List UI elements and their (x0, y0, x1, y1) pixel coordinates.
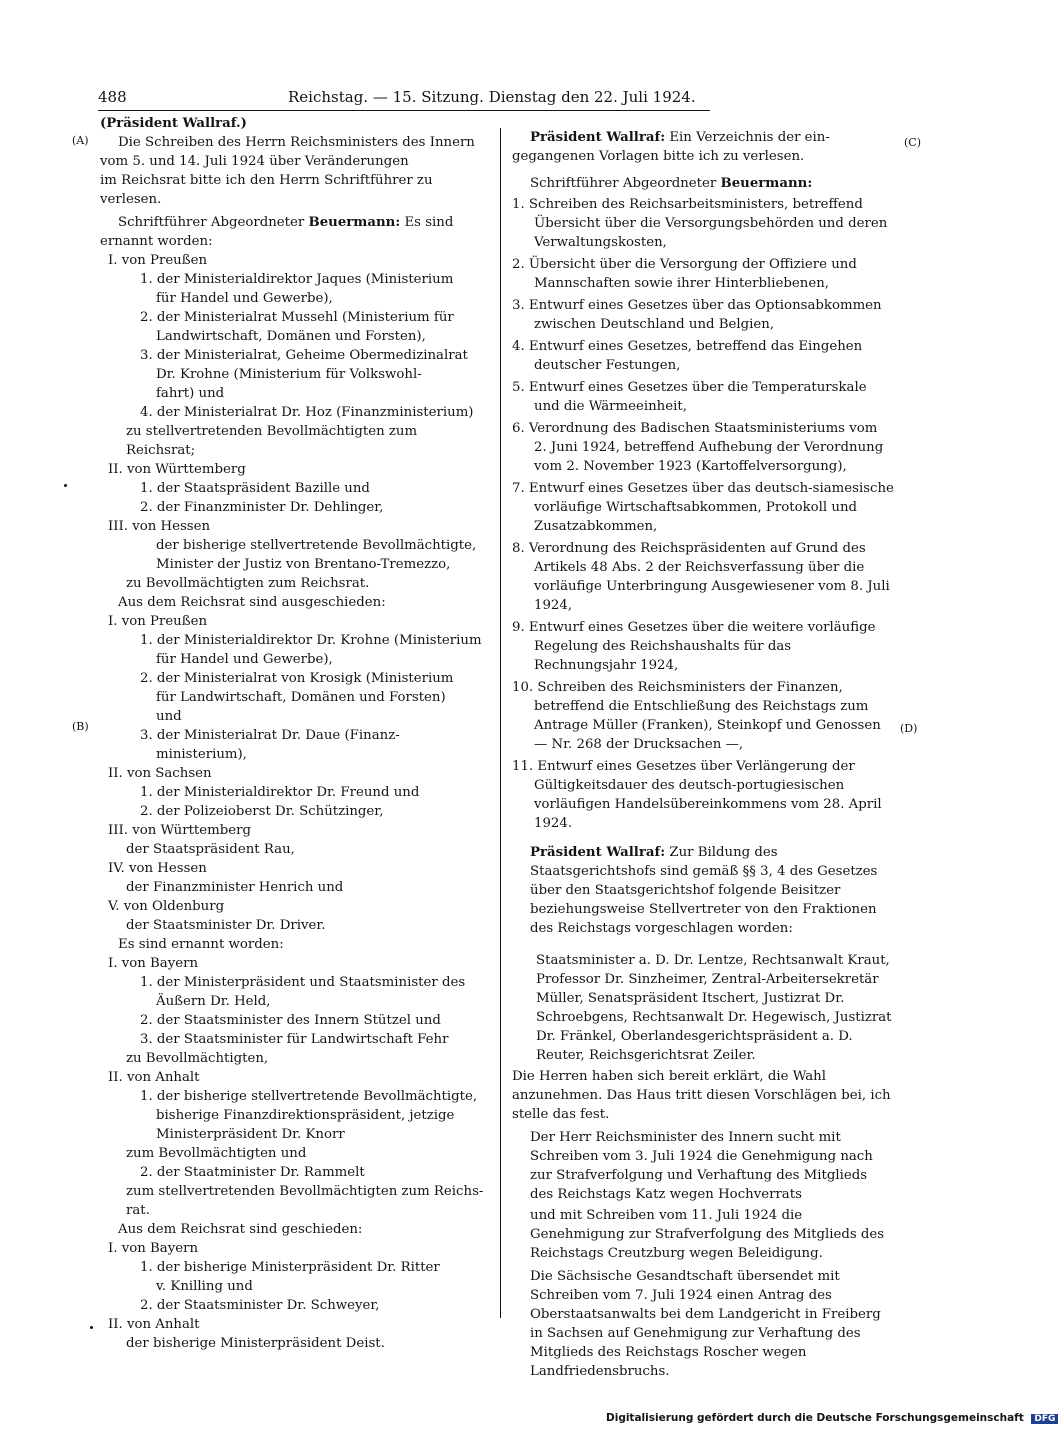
footer-text: Digitalisierung gefördert durch die Deutsche Forschungsgemeinschaft (606, 1412, 1024, 1424)
list-line: Landwirtschaft, Domänen und Forsten), (156, 329, 426, 344)
speaker-text: Ein Verzeichnis der ein- (669, 130, 830, 145)
list-line: 3. der Ministerialrat, Geheime Obermedizinalrat (140, 348, 468, 363)
intro-line: vom 5. und 14. Juli 1924 über Veränderungen (100, 154, 409, 169)
list-line: II. von Sachsen (108, 766, 212, 781)
intro-line: Die Schreiben des Herrn Reichsministers des Innern (118, 135, 475, 150)
speaker-line (100, 213, 490, 232)
list-line: fahrt) und (156, 386, 225, 401)
list-line: 1. der bisherige stellvertretende Bevollmächtigte, (140, 1089, 478, 1104)
list-line: der Staatspräsident Rau, (126, 842, 295, 857)
list-line: zu Bevollmächtigten, (126, 1051, 269, 1066)
list-line: zu stellvertretenden Bevollmächtigten zum Reichsrat; (126, 424, 418, 458)
margin-mark-d: (D) (900, 722, 918, 735)
list-item: 5. Entwurf eines Gesetzes über die Temperaturskale und die Wärmeeinheit, (512, 380, 867, 414)
list-line: 2. der Staatminister Dr. Rammelt (140, 1165, 365, 1180)
speaker-name: Präsident Wallraf: (530, 845, 666, 860)
margin-mark-b: (B) (72, 720, 89, 733)
list-line: der bisherige Ministerpräsident Deist. (126, 1336, 385, 1351)
list-item: 7. Entwurf eines Gesetzes über das deutsch-siamesische vorläufige Wirtschaftsabkommen, Protokoll und Zusatzabkommen, (512, 481, 894, 534)
list-line: v. Knilling und (156, 1279, 253, 1294)
list-line: der bisherige stellvertretende Bevollmächtigte, (156, 538, 477, 553)
list-line: rat. (126, 1203, 150, 1218)
list-line: 1. der bisherige Ministerpräsident Dr. Ritter (140, 1260, 440, 1275)
list-line: zu Bevollmächtigten zum Reichsrat. (126, 576, 370, 591)
list-line: Dr. Krohne (Ministerium für Volkswohl- (156, 367, 422, 382)
paragraph: und mit Schreiben vom 11. Juli 1924 die Genehmigung zur Strafverfolgung des Mitglieds des Reichstags Creutzburg wegen Beleidigung. (530, 1208, 885, 1262)
list-line: 2. der Staatsminister Dr. Schweyer, (140, 1298, 380, 1313)
list-item: 10. Schreiben des Reichsministers der Finanzen, betreffend die Entschließung des Reichstags zum Antrage Müller (Franken), Steinkopf und Genossen — Nr. 268 der Drucksachen —, (512, 680, 881, 752)
list-line: 1. der Ministerialdirektor Jaques (Ministerium (140, 272, 454, 287)
dfg-logo: DFG (1031, 1414, 1058, 1424)
list-item: 8. Verordnung des Reichspräsidenten auf Grund des Artikels 48 Abs. 2 der Reichsverfassung über die vorläufige Unterbringung Ausgewiesener vom 8. Juli 1924, (512, 541, 890, 613)
list-line: V. von Oldenburg (108, 899, 225, 914)
list-item: 4. Entwurf eines Gesetzes, betreffend das Eingehen deutscher Festungen, (512, 339, 863, 373)
paragraph: Die Herren haben sich bereit erklärt, die Wahl anzunehmen. Das Haus tritt diesen Vorschlägen bei, ich stelle das fest. (512, 1069, 891, 1123)
list-line: und (156, 709, 182, 724)
speaker-name: Präsident Wallraf: (530, 130, 666, 145)
list-line: 3. der Staatsminister für Landwirtschaft Fehr (140, 1032, 449, 1047)
right-column (512, 128, 894, 1381)
list-line: Ministerpräsident Dr. Knorr (156, 1127, 345, 1142)
running-header (98, 88, 710, 111)
paragraph: Die Sächsische Gesandtschaft übersendet mit Schreiben vom 7. Juli 1924 einen Antrag des Oberstaatsanwalts bei dem Landgericht in Freiberg in Sachsen auf Genehmigung zur Verhaftung des Mitglieds des Reichstags Roscher wegen Landfriedensbruchs. (530, 1269, 881, 1380)
stray-mark (90, 1326, 93, 1329)
president-statement (512, 128, 894, 147)
list-line: Aus dem Reichsrat sind ausgeschieden: (118, 595, 386, 610)
speaker-line (512, 174, 894, 193)
list-line: I. von Preußen (108, 253, 208, 268)
list-line: III. von Württemberg (108, 823, 251, 838)
president-statement (512, 843, 894, 938)
intro-line: im Reichsrat bitte ich den Herrn Schriftführer zu (100, 173, 433, 188)
list-line: Aus dem Reichsrat sind geschieden: (118, 1222, 363, 1237)
list-line: 2. der Ministerialrat von Krosigk (Ministerium (140, 671, 454, 686)
list-line: Es sind ernannt worden: (118, 937, 284, 952)
list-line: 2. der Staatsminister des Innern Stützel und (140, 1013, 441, 1028)
list-line: der Staatsminister Dr. Driver. (126, 918, 326, 933)
list-line: 2. der Finanzminister Dr. Dehlinger, (140, 500, 384, 515)
nominee-list: Staatsminister a. D. Dr. Lentze, Rechtsanwalt Kraut, Professor Dr. Sinzheimer, Zentral-Arbeitersekretär Müller, Senatspräsident Itschert, Justizrat Dr. Schroebgens, Rechtsanwalt Dr. Hegewisch, Justizrat Dr. Fränkel, Oberlandesgerichtspräsident a. D. Reuter, Reichsgerichtsrat Zeiler. (536, 953, 892, 1064)
list-line: für Handel und Gewerbe), (156, 291, 333, 306)
intro-line: verlesen. (100, 192, 162, 207)
page-number: 488 (98, 88, 127, 106)
paragraph: Der Herr Reichsminister des Innern sucht mit Schreiben vom 3. Juli 1924 die Genehmigung nach zur Strafverfolgung und Verhaftung des Mitglieds des Reichstags Katz wegen Hochverrats (530, 1130, 873, 1203)
text-line: ernannt worden: (100, 234, 213, 249)
stray-mark (64, 484, 67, 487)
speaker-label: Schriftführer Abgeordneter (118, 215, 305, 230)
list-line: für Handel und Gewerbe), (156, 652, 333, 667)
list-line: 1. der Ministerpräsident und Staatsminister des (140, 975, 466, 990)
list-item: 6. Verordnung des Badischen Staatsministeriums vom 2. Juni 1924, betreffend Aufhebung der Verordnung vom 2. November 1923 (Kartoffelversorgung), (512, 421, 884, 474)
speaker-name: Beuermann: (720, 176, 813, 191)
list-item: 9. Entwurf eines Gesetzes über die weitere vorläufige Regelung des Reichshaushalts für das Rechnungsjahr 1924, (512, 620, 876, 673)
left-column (100, 114, 490, 1353)
list-line: I. von Bayern (108, 1241, 199, 1256)
list-line: ministerium), (156, 747, 247, 762)
list-line: Äußern Dr. Held, (156, 994, 271, 1009)
list-line: II. von Anhalt (108, 1317, 200, 1332)
list-line: I. von Bayern (108, 956, 199, 971)
list-line: 1. der Ministerialdirektor Dr. Krohne (Ministerium (140, 633, 482, 648)
list-line: 4. der Ministerialrat Dr. Hoz (Finanzministerium) (140, 405, 474, 420)
list-item: 2. Übersicht über die Versorgung der Offiziere und Mannschaften sowie ihrer Hinterbliebenen, (512, 257, 857, 291)
text-line: gegangenen Vorlagen bitte ich zu verlesen. (512, 149, 805, 164)
list-item: 1. Schreiben des Reichsarbeitsministers, betreffend Übersicht über die Versorgungsbehörden und deren Verwaltungskosten, (512, 197, 888, 250)
list-line: III. von Hessen (108, 519, 211, 534)
list-line: Minister der Justiz von Brentano-Tremezzo, (156, 557, 451, 572)
list-line: II. von Württemberg (108, 462, 246, 477)
list-line: 3. der Ministerialrat Dr. Daue (Finanz- (140, 728, 400, 743)
margin-mark-c: (C) (904, 136, 921, 149)
list-line: zum Bevollmächtigten und (126, 1146, 307, 1161)
running-title: Reichstag. — 15. Sitzung. Dienstag den 22. Juli 1924. (288, 88, 696, 106)
list-item: 11. Entwurf eines Gesetzes über Verlängerung der Gültigkeitsdauer des deutsch-portugiesischen vorläufigen Handelsübereinkommens vom 28. April 1924. (512, 759, 882, 831)
list-line: 2. der Polizeioberst Dr. Schützinger, (140, 804, 384, 819)
speaker-name: Beuermann: (308, 215, 401, 230)
list-line: 1. der Ministerialdirektor Dr. Freund und (140, 785, 420, 800)
speaker-text: Es sind (404, 215, 454, 230)
list-line: I. von Preußen (108, 614, 208, 629)
list-line: IV. von Hessen (108, 861, 207, 876)
margin-mark-a: (A) (72, 134, 89, 147)
speaker-text: Zur Bildung des Staatsgerichtshofs sind gemäß §§ 3, 4 des Gesetzes über den Staatsgerichtshof folgende Beisitzer beziehungsweise Stellvertreter von den Fraktionen des Reichstags vorgeschlagen worden: (530, 845, 878, 936)
list-line: II. von Anhalt (108, 1070, 200, 1085)
list-line: 2. der Ministerialrat Mussehl (Ministerium für (140, 310, 454, 325)
list-line: für Landwirtschaft, Domänen und Forsten) (156, 690, 446, 705)
speaker-label: Schriftführer Abgeordneter (530, 176, 717, 191)
list-line: 1. der Staatspräsident Bazille und (140, 481, 370, 496)
list-line: bisherige Finanzdirektionspräsident, jetzige (156, 1108, 455, 1123)
list-item: 3. Entwurf eines Gesetzes über das Optionsabkommen zwischen Deutschland und Belgien, (512, 298, 882, 332)
column-divider (500, 128, 501, 1318)
digitization-footer (606, 1412, 1058, 1424)
list-line: zum stellvertretenden Bevollmächtigten zum Reichs- (126, 1184, 484, 1199)
list-line: der Finanzminister Henrich und (126, 880, 344, 895)
section-head: (Präsident Wallraf.) (100, 116, 247, 131)
